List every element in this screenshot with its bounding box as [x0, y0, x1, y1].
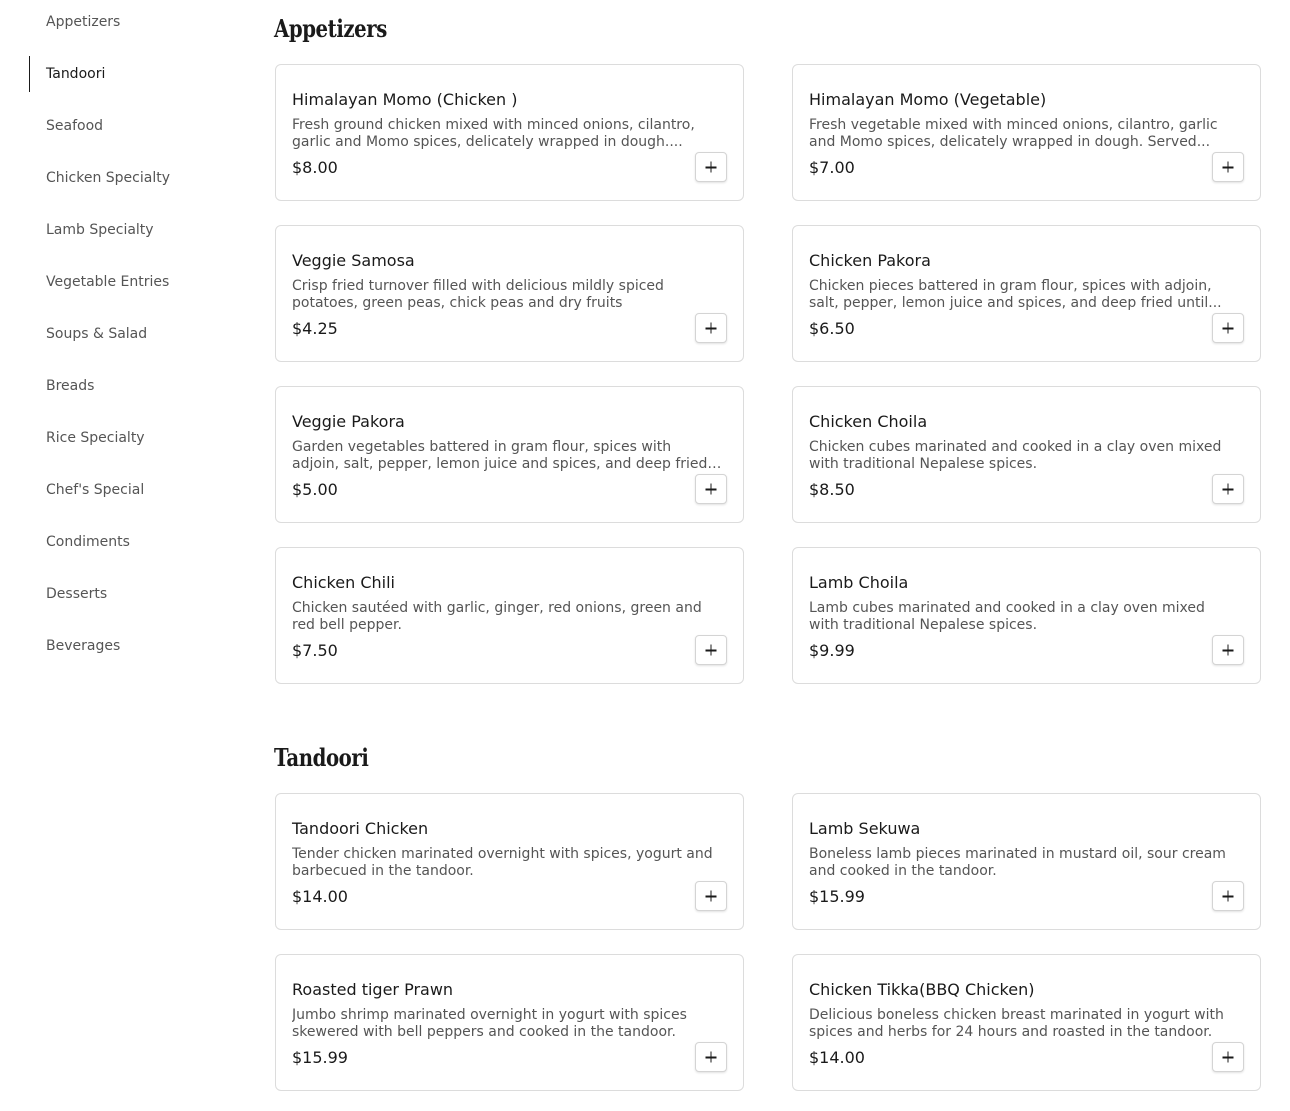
menu-item-card[interactable]: [275, 954, 744, 1091]
item-price: $14.00: [809, 1048, 865, 1067]
item-description: Delicious boneless chicken breast marinated in yogurt with spices and herbs for 24 hours and roasted in the tandoor.: [809, 1007, 1224, 1040]
item-name: Veggie Pakora: [292, 412, 405, 431]
item-price: $9.99: [809, 641, 855, 660]
item-description: Crisp fried turnover filled with delicious mildly spiced potatoes, green peas, chick peas and dry fruits: [292, 278, 664, 311]
item-description: Chicken sautéed with garlic, ginger, red onions, green and red bell pepper.: [292, 600, 702, 633]
add-to-cart-button[interactable]: [1212, 474, 1244, 504]
menu-item-card[interactable]: [275, 547, 744, 684]
menu-item-card[interactable]: [792, 64, 1261, 201]
add-to-cart-button[interactable]: [1212, 1042, 1244, 1072]
menu-item-card[interactable]: [792, 225, 1261, 362]
item-description: Fresh ground chicken mixed with minced onions, cilantro, garlic and Momo spices, delicately wrapped in dough....: [292, 117, 695, 150]
sidebar-item-appetizers[interactable]: Appetizers: [46, 14, 121, 30]
add-to-cart-button[interactable]: [695, 313, 727, 343]
item-description: Chicken cubes marinated and cooked in a clay oven mixed with traditional Nepalese spices.: [809, 439, 1222, 472]
menu-item-card[interactable]: [792, 954, 1261, 1091]
item-name: Himalayan Momo (Chicken ): [292, 90, 518, 109]
plus-icon: [1223, 645, 1234, 656]
plus-icon: [706, 162, 717, 173]
item-description: Garden vegetables battered in gram flour, spices with adjoin, salt, pepper, lemon juice and spices, and deep fried: [292, 439, 708, 472]
item-name: Chicken Pakora: [809, 251, 931, 270]
item-name: Lamb Sekuwa: [809, 819, 921, 838]
item-price: $7.50: [292, 641, 338, 660]
sidebar-item-chefs-special[interactable]: Chef's Special: [46, 482, 145, 498]
add-to-cart-button[interactable]: [1212, 152, 1244, 182]
add-to-cart-button[interactable]: [1212, 635, 1244, 665]
item-description: Chicken pieces battered in gram flour, spices with adjoin, salt, pepper, lemon juice and spices, and deep fried until...: [809, 278, 1222, 311]
item-description: Jumbo shrimp marinated overnight in yogurt with spices skewered with bell peppers and cooked in the tandoor.: [292, 1007, 687, 1040]
sidebar-item-chicken-specialty[interactable]: Chicken Specialty: [46, 170, 170, 186]
item-price: $8.00: [292, 158, 338, 177]
item-price: $4.25: [292, 319, 338, 338]
section-title-appetizers: Appetizers: [274, 14, 387, 43]
add-to-cart-button[interactable]: [1212, 881, 1244, 911]
item-name: Veggie Samosa: [292, 251, 415, 270]
item-description: Boneless lamb pieces marinated in mustard oil, sour cream and cooked in the tandoor.: [809, 846, 1226, 879]
sidebar-item-soups-salad[interactable]: Soups & Salad: [46, 326, 148, 342]
add-to-cart-button[interactable]: [695, 474, 727, 504]
plus-icon: [1223, 323, 1234, 334]
sidebar-item-lamb-specialty[interactable]: Lamb Specialty: [46, 222, 154, 238]
item-price: $14.00: [292, 887, 348, 906]
item-price: $5.00: [292, 480, 338, 499]
item-name: Chicken Choila: [809, 412, 928, 431]
menu-item-card[interactable]: [275, 225, 744, 362]
add-to-cart-button[interactable]: [695, 881, 727, 911]
sidebar-item-desserts[interactable]: Desserts: [46, 586, 108, 602]
sidebar-item-tandoori[interactable]: Tandoori: [29, 56, 219, 92]
add-to-cart-button[interactable]: [695, 152, 727, 182]
plus-icon: [706, 323, 717, 334]
menu-item-card[interactable]: [275, 386, 744, 523]
plus-icon: [1223, 484, 1234, 495]
menu-item-card[interactable]: [275, 793, 744, 930]
sidebar-item-beverages[interactable]: Beverages: [46, 638, 121, 654]
item-description: Fresh vegetable mixed with minced onions, cilantro, garlic and Momo spices, delicately wrapped in dough. Served...: [809, 117, 1218, 150]
menu-item-card[interactable]: [792, 547, 1261, 684]
menu-item-card[interactable]: [792, 793, 1261, 930]
plus-icon: [706, 645, 717, 656]
item-name: Roasted tiger Prawn: [292, 980, 454, 999]
item-price: $15.99: [809, 887, 865, 906]
item-name: Chicken Tikka(BBQ Chicken): [809, 980, 1035, 999]
item-price: $7.00: [809, 158, 855, 177]
item-price: $15.99: [292, 1048, 348, 1067]
menu-item-card[interactable]: [792, 386, 1261, 523]
item-price: $8.50: [809, 480, 855, 499]
item-description: Tender chicken marinated overnight with spices, yogurt and barbecued in the tandoor.: [292, 846, 713, 879]
item-name: Himalayan Momo (Vegetable): [809, 90, 1047, 109]
sidebar-item-condiments[interactable]: Condiments: [46, 534, 130, 550]
sidebar-item-breads[interactable]: Breads: [46, 378, 95, 394]
sidebar-item-seafood[interactable]: Seafood: [46, 118, 104, 134]
sidebar-item-vegetable-entries[interactable]: Vegetable Entries: [46, 274, 170, 290]
plus-icon: [706, 1052, 717, 1063]
item-name: Chicken Chili: [292, 573, 395, 592]
item-price: $6.50: [809, 319, 855, 338]
add-to-cart-button[interactable]: [1212, 313, 1244, 343]
plus-icon: [706, 484, 717, 495]
item-description: Lamb cubes marinated and cooked in a clay oven mixed with traditional Nepalese spices.: [809, 600, 1205, 633]
plus-icon: [1223, 162, 1234, 173]
menu-item-card[interactable]: [275, 64, 744, 201]
add-to-cart-button[interactable]: [695, 635, 727, 665]
section-title-tandoori: Tandoori: [274, 743, 369, 772]
plus-icon: [1223, 891, 1234, 902]
plus-icon: [1223, 1052, 1234, 1063]
plus-icon: [706, 891, 717, 902]
item-name: Tandoori Chicken: [292, 819, 429, 838]
sidebar-item-rice-specialty[interactable]: Rice Specialty: [46, 430, 145, 446]
add-to-cart-button[interactable]: [695, 1042, 727, 1072]
item-name: Lamb Choila: [809, 573, 909, 592]
